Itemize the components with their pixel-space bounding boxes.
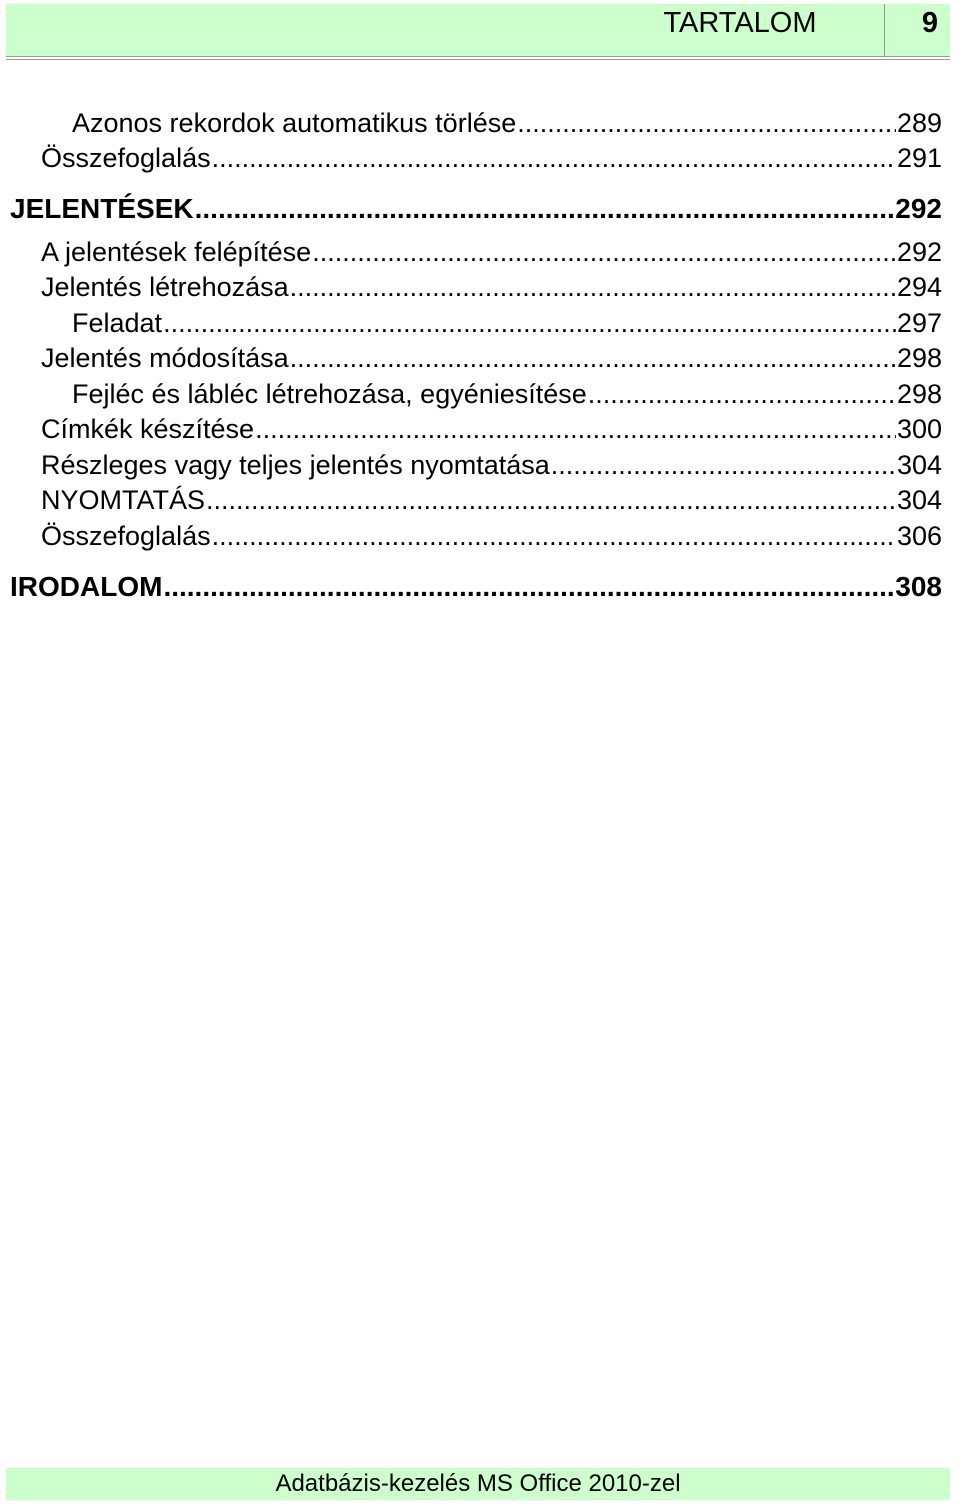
header-rule	[6, 56, 950, 57]
toc-entry[interactable]	[72, 107, 942, 139]
toc-entry-label: JELENTÉSEK	[10, 193, 194, 224]
header-rule-secondary	[6, 59, 950, 60]
toc-entry[interactable]	[41, 236, 942, 268]
toc-dot-leader	[551, 449, 896, 481]
toc-entry-page: 304	[896, 450, 942, 480]
toc-entry-label: Összefoglalás	[41, 521, 211, 551]
toc-entry-label: Feladat	[72, 308, 163, 338]
toc-entry-label: Jelentés módosítása	[41, 343, 289, 373]
toc-dot-leader	[517, 107, 896, 139]
toc-entry[interactable]	[41, 520, 942, 552]
toc-entry-page: 300	[896, 414, 942, 444]
toc-entry-page: 292	[895, 193, 942, 224]
toc-entry-label: Összefoglalás	[41, 143, 211, 173]
toc-entry-label: Azonos rekordok automatikus törlése	[72, 108, 517, 138]
toc-dot-leader	[290, 342, 896, 374]
toc-dot-leader	[163, 571, 894, 603]
toc-entry-page: 297	[896, 308, 942, 338]
toc-dot-leader	[588, 378, 896, 410]
running-footer: Adatbázis-kezelés MS Office 2010-zel	[275, 1470, 681, 1497]
toc-entry-label: Részleges vagy teljes jelentés nyomtatása	[41, 450, 550, 480]
toc-chapter-entry[interactable]	[10, 571, 942, 603]
toc-entry[interactable]	[41, 142, 942, 174]
toc-entry[interactable]	[41, 271, 942, 303]
toc-entry-page: 292	[896, 237, 942, 267]
toc-entry-page: 294	[896, 272, 942, 302]
header-divider	[884, 4, 885, 56]
toc-entry-label: Címkék készítése	[41, 414, 255, 444]
toc-dot-leader	[212, 520, 896, 552]
toc-entry-page: 308	[895, 571, 942, 602]
toc-dot-leader	[195, 193, 895, 225]
toc-entry-label: NYOMTATÁS	[41, 485, 206, 515]
toc-entry[interactable]	[41, 449, 942, 481]
toc-entry-label: A jelentések felépítése	[41, 237, 312, 267]
toc-entry[interactable]	[72, 307, 942, 339]
toc-entry-page: 306	[896, 521, 942, 551]
toc-chapter-entry[interactable]	[10, 193, 942, 225]
toc-entry[interactable]	[41, 413, 942, 445]
toc-entry[interactable]	[41, 342, 942, 374]
toc-entry-label: Jelentés létrehozása	[41, 272, 289, 302]
toc-entry[interactable]	[41, 484, 942, 516]
toc-dot-leader	[212, 142, 896, 174]
toc-entry-page: 291	[896, 143, 942, 173]
toc-dot-leader	[163, 307, 896, 339]
toc-dot-leader	[290, 271, 896, 303]
toc-entry-page: 304	[896, 485, 942, 515]
toc-dot-leader	[312, 236, 896, 268]
page-number: 9	[921, 7, 938, 39]
toc-dot-leader	[255, 413, 896, 445]
toc-entry-page: 298	[896, 379, 942, 409]
toc-entry-label: Fejléc és lábléc létrehozása, egyéniesítése	[72, 379, 587, 409]
toc-entry-label: IRODALOM	[10, 571, 163, 602]
toc-entry[interactable]	[72, 378, 942, 410]
toc-entry-page: 289	[896, 108, 942, 138]
toc-entry-page: 298	[896, 343, 942, 373]
running-header-title: TARTALOM	[663, 7, 817, 39]
toc-dot-leader	[206, 484, 896, 516]
